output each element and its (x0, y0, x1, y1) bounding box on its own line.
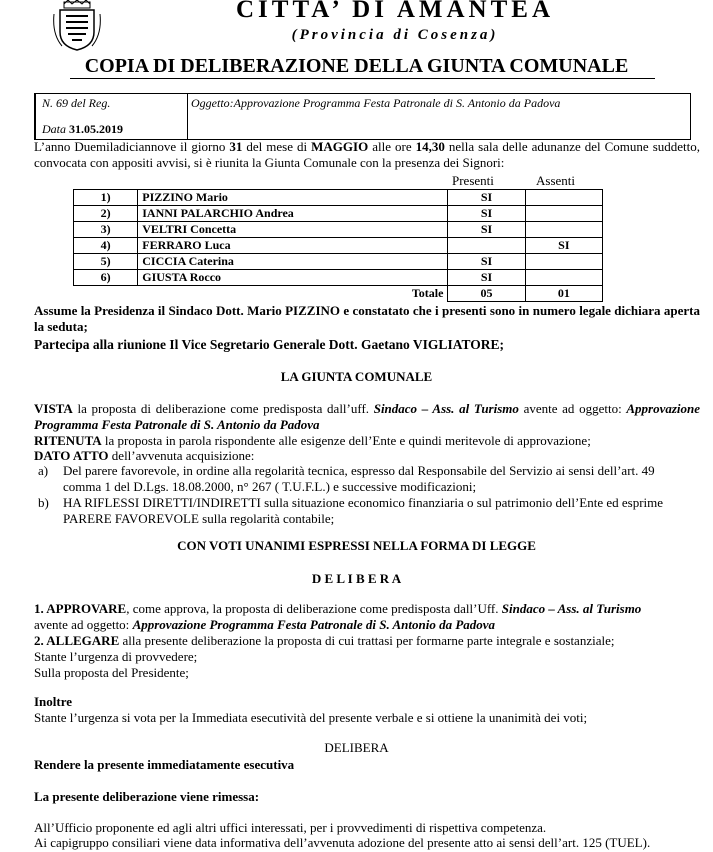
attendance-row (74, 190, 603, 206)
title-underline (70, 78, 655, 79)
delibera-second-heading: DELIBERA (324, 740, 389, 755)
intro-paragraph: L’anno Duemiladiciannove il giorno 31 del mese di MAGGIO alle ore 14,30 nella sala delle adunanze del Comune suddetto, convocata con appositi avvisi, si è riunita la Giunta Comunale con la presenza dei Signori: (34, 139, 701, 170)
attendance-row (74, 222, 603, 238)
attendance-row (74, 254, 603, 270)
registry-subject: Oggetto:Approvazione Programma Festa Patronale di S. Antonio da Padova (191, 96, 561, 110)
attendance-cell-absent (525, 190, 602, 206)
urgency-text: Stante l’urgenza di provvedere; (34, 649, 198, 664)
total-label: Totale (138, 286, 448, 302)
attendance-cell-absent (525, 254, 602, 270)
attendance-cell-present (448, 238, 525, 254)
city-name: CITTA’ DI AMANTEA (235, 0, 554, 23)
attendance-cell-absent (525, 270, 602, 286)
registry-number: N. 69 del Reg. (42, 96, 111, 110)
registry-box (34, 93, 691, 140)
attendance-cell-n: 1) (74, 190, 138, 206)
ritenuta-paragraph: RITENUTA la proposta in parola rispondente alle esigenze dell’Ente e quindi meritevole di approvazione; (34, 433, 591, 448)
executive-text: Rendere la presente immediatamente esecutiva (34, 757, 295, 772)
attendance-cell-name: PIZZINO Mario (138, 190, 448, 206)
registry-date: Data 31.05.2019 (42, 122, 123, 136)
attendance-cell-name: IANNI PALARCHIO Andrea (138, 206, 448, 222)
attendance-cell-n: 4) (74, 238, 138, 254)
attendance-cell-n: 6) (74, 270, 138, 286)
vista-paragraph: VISTA la proposta di deliberazione come predisposta dall’uff. Sindaco – Ass. al Turismo avente ad oggetto: Approvazione Programma Festa Patronale di S. Antonio da Padova (34, 401, 701, 432)
item-b-label: b) (38, 495, 49, 510)
unanimous-vote-heading: CON VOTI UNANIMI ESPRESSI NELLA FORMA DI LEGGE (177, 538, 536, 553)
attendance-cell-name: FERRARO Luca (138, 238, 448, 254)
attendance-cell-n: 3) (74, 222, 138, 238)
attendance-cell-present: SI (448, 222, 525, 238)
presidency-text: Assume la Presidenza il Sindaco Dott. Mario PIZZINO e constatato che i presenti sono in numero legale dichiara aperta la seduta; (34, 303, 700, 334)
attendance-cell-present: SI (448, 206, 525, 222)
giunta-heading: LA GIUNTA COMUNALE (280, 369, 433, 384)
attendance-cell-name: CICCIA Caterina (138, 254, 448, 270)
attendance-cell-n: 2) (74, 206, 138, 222)
attendance-table (73, 189, 603, 302)
box-divider (187, 94, 188, 139)
allegare-paragraph: 2. ALLEGARE alla presente deliberazione la proposta di cui trattasi per formarne parte integrale e sostanziale; (34, 633, 615, 648)
col-absent-header: Assenti (536, 173, 575, 188)
total-present: 05 (448, 286, 525, 302)
attendance-cell-present: SI (448, 270, 525, 286)
document-title: COPIA DI DELIBERAZIONE DELLA GIUNTA COMUNALE (84, 55, 629, 77)
dato-atto-paragraph: DATO ATTO dell’avvenuta acquisizione: (34, 448, 255, 463)
attendance-cell-present: SI (448, 254, 525, 270)
attendance-cell-name: VELTRI Concetta (138, 222, 448, 238)
attendance-total-row (74, 286, 603, 302)
inoltre-label: Inoltre (34, 694, 73, 709)
secretary-text: Partecipa alla riunione Il Vice Segretario Generale Dott. Gaetano VIGLIATORE; (34, 337, 504, 352)
final-line-2: Ai capigruppo consiliari viene data informativa dell’avvenuta adozione del presente atto ai sensi dell’art. 125 (TUEL). (34, 835, 651, 850)
attendance-row (74, 270, 603, 286)
total-absent: 01 (525, 286, 602, 302)
item-a-text: Del parere favorevole, in ordine alla regolarità tecnica, espresso dal Responsabile del Servizio ai sensi dell’art. 49 comma 1 del D.Lgs. 18.08.2000, n° 267 ( T.U.F.L.) e successive modificazioni; (63, 463, 655, 494)
attendance-cell-n: 5) (74, 254, 138, 270)
inoltre-text: Stante l’urgenza si vota per la Immediata esecutività del presente verbale e si ottiene la unanimità dei voti; (34, 710, 588, 725)
attendance-cell-absent (525, 222, 602, 238)
attendance-row (74, 238, 603, 254)
final-line-1: All’Ufficio proponente ed agli altri uffici interessati, per i provvedimenti di rispettiva competenza. (34, 820, 547, 835)
attendance-cell-present: SI (448, 190, 525, 206)
item-a-label: a) (38, 463, 49, 478)
coat-of-arms-logo (52, 0, 102, 52)
province: (Provincia di Cosenza) (291, 27, 499, 43)
proposal-text: Sulla proposta del Presidente; (34, 665, 189, 680)
item-b-text: HA RIFLESSI DIRETTI/INDIRETTI sulla situazione economico finanziaria o sul patrimonio dell’Ente ed esprime PARERE FAVOREVOLE sulla regolarità contabile; (63, 495, 664, 526)
attendance-cell-name: GIUSTA Rocco (138, 270, 448, 286)
attendance-row (74, 206, 603, 222)
attendance-cell-absent (525, 206, 602, 222)
rimessa-text: La presente deliberazione viene rimessa: (34, 789, 260, 804)
delibera-heading: D E L I B E R A (311, 571, 402, 586)
col-present-header: Presenti (452, 173, 494, 188)
approvare-paragraph: 1. APPROVARE, come approva, la proposta di deliberazione come predisposta dall’Uff. Sindaco – Ass. al Turismo avente ad oggetto: Approvazione Programma Festa Patronale di S. Antonio da Padova (34, 601, 642, 632)
attendance-cell-absent: SI (525, 238, 602, 254)
